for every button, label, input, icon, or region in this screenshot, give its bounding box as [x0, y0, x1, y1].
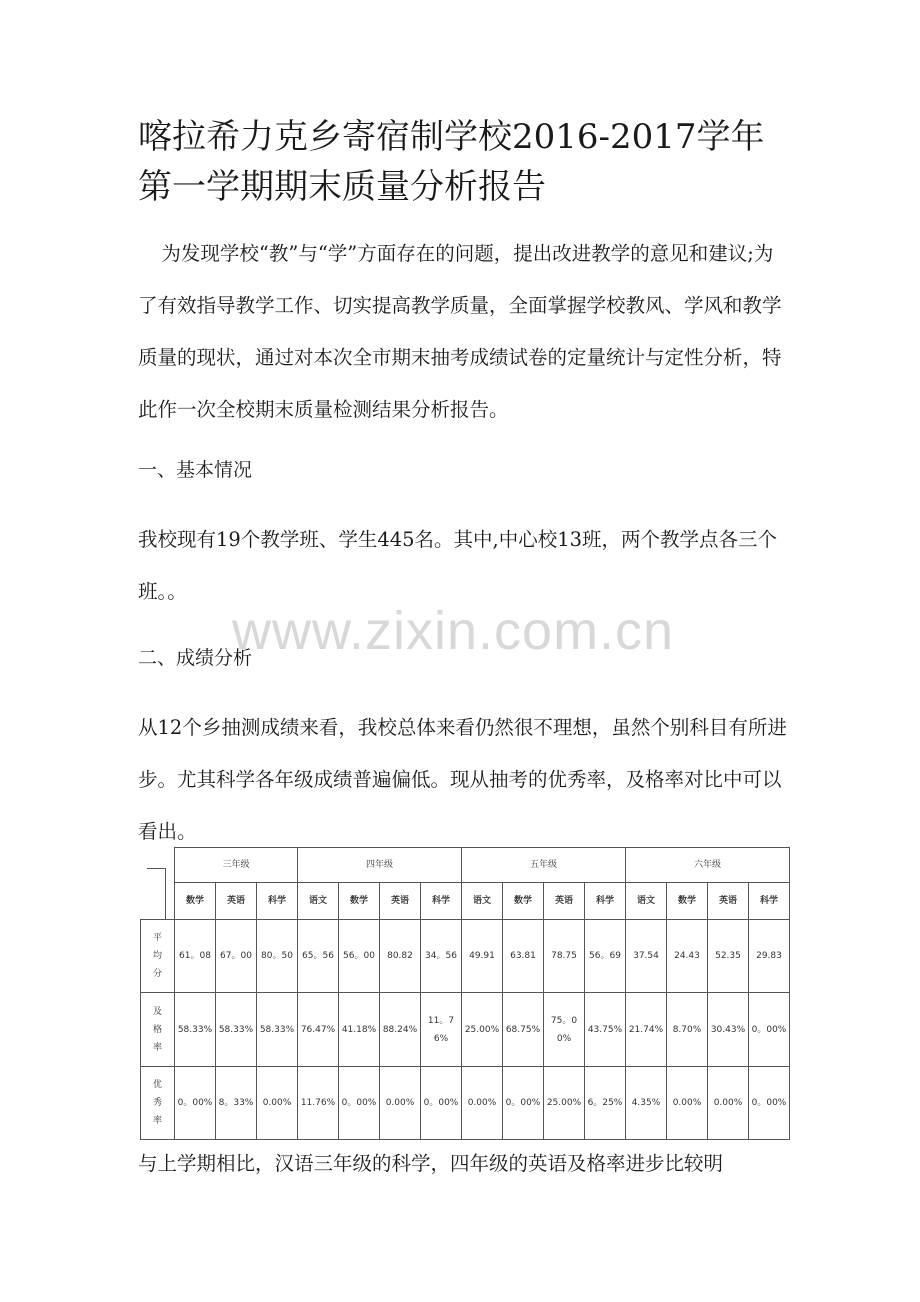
subject-header: 英语	[380, 883, 421, 920]
subject-header: 科学	[585, 883, 626, 920]
table-cell: 8。33%	[216, 1066, 257, 1139]
subject-header: 科学	[257, 883, 298, 920]
table-cell: 58.33%	[175, 993, 216, 1066]
row-label: 优 秀 率	[141, 1066, 175, 1139]
table-cell: 8.70%	[667, 993, 708, 1066]
table-row-excellence-rate	[141, 1066, 790, 1139]
subject-header: 数学	[175, 883, 216, 920]
table-cell: 11.76%	[298, 1066, 339, 1139]
table-cell: 68.75%	[503, 993, 544, 1066]
table-cell: 0。00%	[749, 993, 790, 1066]
document-title	[138, 112, 838, 212]
table-cell: 34。56	[421, 920, 462, 993]
corner-bracket	[147, 868, 166, 920]
section-1-body: 我校现有19个教学班、学生445名。其中,中心校13班，两个教学点各三个班。。	[138, 528, 778, 603]
table-cell: 56。69	[585, 920, 626, 993]
grade-header: 六年级	[626, 848, 790, 883]
table-row-average	[141, 920, 790, 993]
table-cell: 43.75%	[585, 993, 626, 1066]
subject-header: 数学	[339, 883, 380, 920]
table-cell: 61。08	[175, 920, 216, 993]
table-cell: 67。00	[216, 920, 257, 993]
table-corner	[141, 848, 175, 920]
table-cell: 0。00%	[421, 1066, 462, 1139]
grade-header: 四年级	[298, 848, 462, 883]
table-cell: 76.47%	[298, 993, 339, 1066]
table-cell: 0.00%	[667, 1066, 708, 1139]
table-cell: 75。00%	[544, 993, 585, 1066]
watermark: www.zixin.com.cn	[232, 601, 675, 661]
table-cell: 21.74%	[626, 993, 667, 1066]
table-cell: 41.18%	[339, 993, 380, 1066]
table-cell: 0。00%	[339, 1066, 380, 1139]
table-cell: 58.33%	[216, 993, 257, 1066]
section-1-heading: 一、基本情况	[138, 459, 253, 481]
table-cell: 11。76%	[421, 993, 462, 1066]
subject-header: 英语	[544, 883, 585, 920]
table-cell: 49.91	[462, 920, 503, 993]
table-cell: 78.75	[544, 920, 585, 993]
table-cell: 52.35	[708, 920, 749, 993]
subject-header: 数学	[503, 883, 544, 920]
intro-paragraph: 为发现学校“教”与“学”方面存在的问题，提出改进教学的意见和建议;为了有效指导教学工作、切实提高教学质量，全面掌握学校教风、学风和教学质量的现状，通过对本次全市期末抽考成绩试卷的定量统计与定性分析，特此作一次全校期末质量检测结果分析报告。	[138, 242, 782, 421]
table-cell: 0.00%	[462, 1066, 503, 1139]
table-cell: 0。00%	[503, 1066, 544, 1139]
table-cell: 0。00%	[749, 1066, 790, 1139]
table-cell: 80.82	[380, 920, 421, 993]
subject-header: 英语	[708, 883, 749, 920]
row-label: 及 格 率	[141, 993, 175, 1066]
table-cell: 25.00%	[544, 1066, 585, 1139]
table-cell: 30.43%	[708, 993, 749, 1066]
table-cell: 24.43	[667, 920, 708, 993]
subject-header: 数学	[667, 883, 708, 920]
subject-header: 语文	[462, 883, 503, 920]
grade-header: 五年级	[462, 848, 626, 883]
table-cell: 37.54	[626, 920, 667, 993]
table-cell: 65。56	[298, 920, 339, 993]
table-cell: 29.83	[749, 920, 790, 993]
section-2-heading: 二、成绩分析	[138, 647, 253, 669]
subject-header: 英语	[216, 883, 257, 920]
table-cell: 58.33%	[257, 993, 298, 1066]
table-cell: 0。00%	[175, 1066, 216, 1139]
subject-header: 语文	[298, 883, 339, 920]
table-cell: 56。00	[339, 920, 380, 993]
table-cell: 25.00%	[462, 993, 503, 1066]
table-cell: 0.00%	[380, 1066, 421, 1139]
closing-paragraph: 与上学期相比，汉语三年级的科学，四年级的英语及格率进步比较明	[138, 1152, 724, 1175]
grade-header: 三年级	[175, 848, 298, 883]
table-cell: 80。50	[257, 920, 298, 993]
table-cell: 88.24%	[380, 993, 421, 1066]
score-table	[140, 847, 790, 1140]
subject-header-row	[141, 883, 790, 920]
table-cell: 6。25%	[585, 1066, 626, 1139]
subject-header: 科学	[749, 883, 790, 920]
table-cell: 4.35%	[626, 1066, 667, 1139]
table-cell: 0.00%	[708, 1066, 749, 1139]
grade-header-row	[141, 848, 790, 883]
title-line-2: 第一学期期末质量分析报告	[138, 167, 546, 207]
table-cell: 63.81	[503, 920, 544, 993]
row-label: 平 均 分	[141, 920, 175, 993]
table-cell: 0.00%	[257, 1066, 298, 1139]
subject-header: 科学	[421, 883, 462, 920]
subject-header: 语文	[626, 883, 667, 920]
section-2-body: 从12个乡抽测成绩来看，我校总体来看仍然很不理想，虽然个别科目有所进步。尤其科学各年级成绩普遍偏低。现从抽考的优秀率，及格率对比中可以看出。	[138, 716, 787, 843]
title-line-1: 喀拉希力克乡寄宿制学校2016-2017学年	[138, 117, 765, 157]
table-row-pass-rate	[141, 993, 790, 1066]
